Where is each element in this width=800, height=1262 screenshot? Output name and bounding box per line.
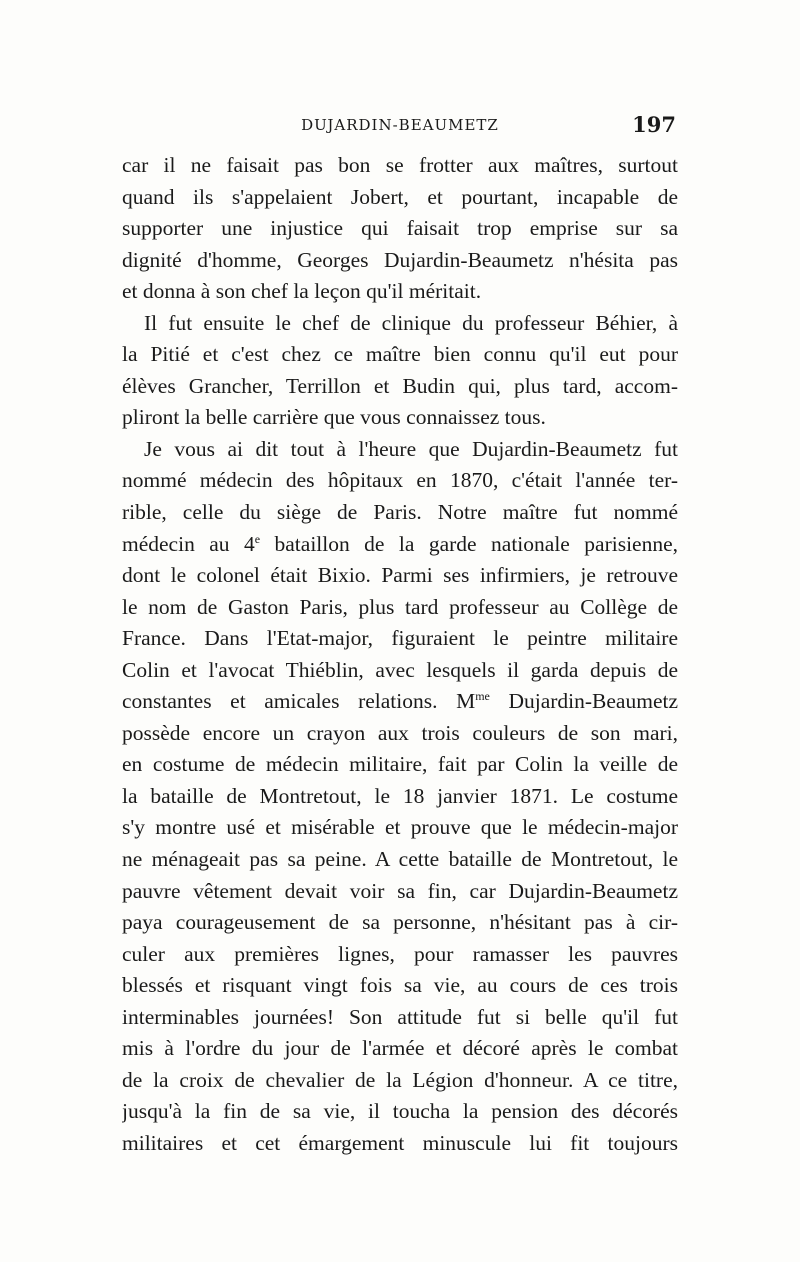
text-line: supporter une injustice qui faisait trop emprise sur sa bbox=[122, 216, 678, 241]
text-line: le nom de Gaston Paris, plus tard professeur au Collège de bbox=[122, 594, 678, 619]
text-line: de la croix de chevalier de la Légion d'honneur. A ce titre, bbox=[122, 1067, 678, 1092]
text-line: interminables journées! Son attitude fut si belle qu'il fut bbox=[122, 1004, 678, 1029]
text-line: s'y montre usé et misérable et prouve que le médecin-major bbox=[122, 815, 678, 840]
text-segment: bataillon de la garde nationale parisienne, bbox=[260, 531, 678, 556]
text-line: Colin et l'avocat Thiéblin, avec lesquels il garda depuis de bbox=[122, 657, 678, 682]
text-line bbox=[122, 529, 678, 561]
text-line: dont le colonel était Bixio. Parmi ses infirmiers, je retrouve bbox=[122, 563, 678, 588]
text-line: et donna à son chef la leçon qu'il méritait. bbox=[122, 279, 482, 304]
text-line: Je vous ai dit tout à l'heure que Dujardin-Beaumetz fut bbox=[144, 436, 678, 461]
superscript: me bbox=[475, 689, 490, 704]
text-line: culer aux premières lignes, pour ramasser les pauvres bbox=[122, 941, 678, 966]
superscript: e bbox=[254, 531, 261, 546]
text-line: pliront la belle carrière que vous connaissez tous. bbox=[122, 405, 546, 430]
body-text bbox=[122, 150, 678, 1160]
text-line: militaires et cet émargement minuscule lui fit toujours bbox=[122, 1130, 678, 1155]
text-line: jusqu'à la fin de sa vie, il toucha la pension des décorés bbox=[122, 1099, 678, 1124]
text-line: nommé médecin des hôpitaux en 1870, c'était l'année ter- bbox=[122, 468, 678, 493]
text-line: quand ils s'appelaient Jobert, et pourtant, incapable de bbox=[122, 184, 678, 209]
running-title: DUJARDIN-BEAUMETZ bbox=[301, 116, 499, 134]
text-line: possède encore un crayon aux trois couleurs de son mari, bbox=[122, 720, 678, 745]
text-line: ne ménageait pas sa peine. A cette bataille de Montretout, le bbox=[122, 847, 678, 872]
text-line bbox=[122, 686, 678, 718]
text-line: France. Dans l'Etat-major, figuraient le peintre militaire bbox=[122, 626, 678, 651]
text-segment: constantes et amicales relations. M bbox=[122, 689, 476, 714]
text-line: la Pitié et c'est chez ce maître bien connu qu'il eut pour bbox=[122, 342, 678, 367]
text-line: blessés et risquant vingt fois sa vie, au cours de ces trois bbox=[122, 973, 678, 998]
text-line: car il ne faisait pas bon se frotter aux maîtres, surtout bbox=[122, 153, 678, 177]
text-line: paya courageusement de sa personne, n'hésitant pas à cir- bbox=[122, 910, 678, 935]
text-line: rible, celle du siège de Paris. Notre maître fut nommé bbox=[122, 500, 678, 525]
text-line: dignité d'homme, Georges Dujardin-Beaumetz n'hésita pas bbox=[122, 247, 678, 272]
text-line: mis à l'ordre du jour de l'armée et décoré après le combat bbox=[122, 1036, 678, 1061]
text-line: pauvre vêtement devait voir sa fin, car Dujardin-Beaumetz bbox=[122, 878, 678, 903]
text-line: élèves Grancher, Terrillon et Budin qui, plus tard, accom- bbox=[122, 373, 678, 398]
text-line: en costume de médecin militaire, fait par Colin la veille de bbox=[122, 752, 678, 777]
text-segment: Dujardin-Beaumetz bbox=[489, 689, 678, 714]
running-header bbox=[122, 112, 678, 140]
text-line: la bataille de Montretout, le 18 janvier 1871. Le costume bbox=[122, 783, 678, 808]
text-line: Il fut ensuite le chef de clinique du professeur Béhier, à bbox=[144, 310, 678, 335]
text-segment: médecin au 4 bbox=[122, 531, 255, 556]
page-number: 197 bbox=[632, 112, 676, 137]
